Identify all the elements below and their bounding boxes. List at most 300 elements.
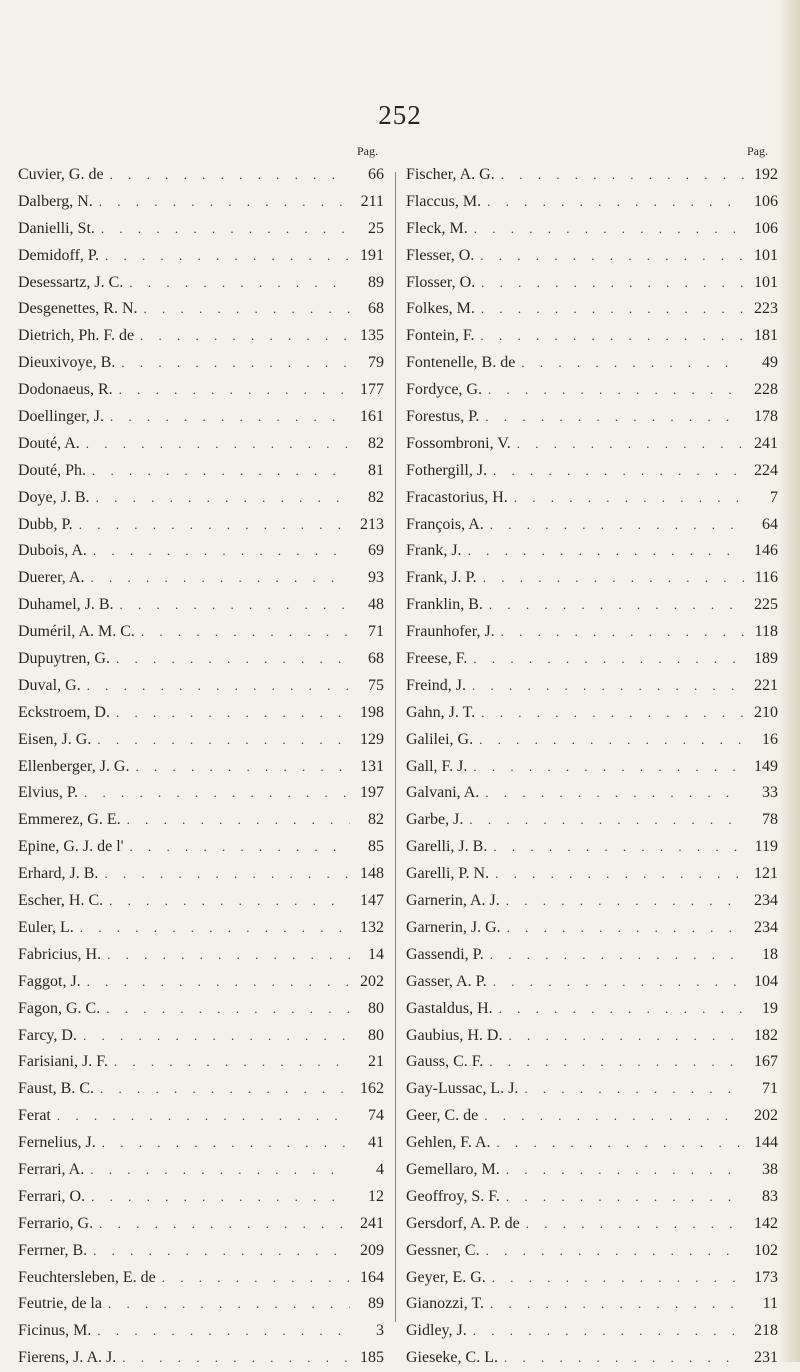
dot-leader [475, 323, 744, 350]
entry-page: 167 [754, 1053, 778, 1071]
entry-page: 82 [368, 811, 384, 829]
entry-page: 89 [368, 1295, 384, 1313]
dot-leader [502, 1023, 744, 1050]
entry-name: Frank, J. [406, 542, 462, 560]
entry-page: 202 [754, 1107, 778, 1125]
entry-page: 64 [762, 515, 778, 533]
entry-name: Duméril, A. M. C. [18, 623, 135, 641]
entry-page: 49 [762, 354, 778, 372]
dot-leader [495, 619, 744, 646]
dot-leader [156, 1265, 350, 1292]
entry-page: 211 [360, 192, 384, 210]
index-entry [18, 942, 384, 969]
entry-name: Gasser, A. P. [406, 972, 487, 990]
index-entry [18, 861, 384, 888]
entry-name: Gaubius, H. D. [406, 1026, 503, 1044]
dot-leader [94, 1076, 350, 1103]
entry-name: Erhard, J. B. [18, 865, 99, 883]
entry-page: 162 [360, 1080, 384, 1098]
index-entry [18, 485, 384, 512]
entry-page: 80 [368, 999, 384, 1017]
entry-name: Desgenettes, R. N. [18, 300, 138, 318]
index-entry [18, 1130, 384, 1157]
entry-name: Geer, C. de [406, 1107, 479, 1125]
page-edge [778, 0, 800, 1362]
entry-name: Garnerin, A. J. [406, 892, 500, 910]
right-index-column [406, 140, 778, 1372]
index-entry [406, 619, 778, 646]
entry-page: 161 [360, 408, 384, 426]
dot-leader [467, 1318, 744, 1345]
dot-leader [501, 915, 744, 942]
dot-leader [99, 243, 350, 270]
entry-page: 25 [368, 219, 384, 237]
index-entry [406, 243, 778, 270]
index-entry [406, 1103, 778, 1130]
entry-name: Ferrner, B. [18, 1241, 88, 1259]
dot-leader [474, 243, 744, 270]
entry-name: Fabricius, H. [18, 945, 102, 963]
entry-name: Geoffroy, S. F. [406, 1187, 500, 1205]
index-entry [18, 323, 384, 350]
dot-leader [484, 942, 744, 969]
entry-name: Douté, A. [18, 434, 80, 452]
index-entry [406, 969, 778, 996]
index-entry [406, 512, 778, 539]
entry-name: Fordyce, G. [406, 381, 482, 399]
dot-leader [93, 1211, 350, 1238]
entry-name: Fontenelle, B. de [406, 354, 516, 372]
entry-page: 41 [368, 1134, 384, 1152]
dot-leader [93, 189, 350, 216]
index-entry [18, 243, 384, 270]
dot-leader [498, 1345, 744, 1372]
index-entry [18, 565, 384, 592]
entry-page: 16 [762, 730, 778, 748]
entry-name: Feuchtersleben, E. de [18, 1268, 156, 1286]
entry-page: 210 [754, 703, 778, 721]
index-entry [406, 458, 778, 485]
dot-leader [475, 296, 744, 323]
dot-leader [473, 727, 744, 754]
index-entry [18, 888, 384, 915]
dot-leader [515, 350, 744, 377]
dot-leader [114, 592, 350, 619]
entry-name: Fierens, J. A. J. [18, 1349, 117, 1367]
entry-page: 178 [754, 408, 778, 426]
index-entry [18, 1291, 384, 1318]
dot-leader [487, 834, 744, 861]
entry-name: Gay-Lussac, L. J. [406, 1080, 519, 1098]
entry-page: 241 [360, 1214, 384, 1232]
entry-page: 48 [368, 596, 384, 614]
dot-leader [500, 1184, 744, 1211]
index-entry [18, 807, 384, 834]
entry-name: Fossombroni, V. [406, 434, 511, 452]
entry-page: 221 [754, 676, 778, 694]
entry-name: Emmerez, G. E. [18, 811, 121, 829]
index-entry [406, 296, 778, 323]
index-entry [18, 458, 384, 485]
entry-page: 18 [762, 945, 778, 963]
dot-leader [101, 942, 350, 969]
index-entry [406, 1076, 778, 1103]
index-entry [18, 1238, 384, 1265]
entry-name: Gemellaro, M. [406, 1160, 500, 1178]
entry-page: 147 [360, 892, 384, 910]
entry-name: Flosser, O. [406, 273, 476, 291]
entry-name: Gessner, C. [406, 1241, 480, 1259]
entry-name: Galilei, G. [406, 730, 474, 748]
entry-name: Doye, J. B. [18, 488, 90, 506]
entry-name: Eckstroem, D. [18, 703, 110, 721]
index-entry [406, 565, 778, 592]
column-divider [395, 172, 396, 1322]
entry-name: Dubb, P. [18, 515, 73, 533]
index-entry [18, 700, 384, 727]
entry-page: 81 [368, 461, 384, 479]
entry-name: Dieuxivoye, B. [18, 354, 116, 372]
index-entry [406, 915, 778, 942]
entry-page: 71 [368, 623, 384, 641]
entry-page: 19 [762, 999, 778, 1017]
index-entry [406, 350, 778, 377]
index-entry [18, 1318, 384, 1345]
index-entry [18, 780, 384, 807]
index-entry [18, 512, 384, 539]
dot-leader [129, 754, 350, 781]
entry-name: Frank, J. P. [406, 569, 477, 587]
index-entry [406, 673, 778, 700]
entry-name: Faggot, J. [18, 972, 81, 990]
entry-name: Fontein, F. [406, 327, 475, 345]
entry-page: 218 [754, 1322, 778, 1340]
index-entry [406, 888, 778, 915]
index-entry [406, 485, 778, 512]
dot-leader [486, 1265, 744, 1292]
entry-page: 192 [754, 166, 778, 183]
index-entry [406, 727, 778, 754]
entry-page: 234 [754, 918, 778, 936]
index-entry [18, 646, 384, 673]
dot-leader [511, 431, 744, 458]
entry-page: 102 [754, 1241, 778, 1259]
entry-name: Danielli, St. [18, 219, 95, 237]
entry-name: Gersdorf, A. P. de [406, 1214, 520, 1232]
index-entry [18, 216, 384, 243]
index-entry [18, 189, 384, 216]
dot-leader [121, 807, 350, 834]
entry-page: 79 [368, 354, 384, 372]
index-entry [18, 404, 384, 431]
dot-leader [110, 646, 350, 673]
dot-leader [487, 458, 744, 485]
dot-leader [80, 431, 350, 458]
entry-page: 21 [368, 1053, 384, 1071]
entry-name: Ferrari, A. [18, 1160, 85, 1178]
entry-page: 80 [368, 1026, 384, 1044]
dot-leader [479, 780, 744, 807]
index-entry [406, 861, 778, 888]
entry-name: Ferrari, O. [18, 1187, 86, 1205]
entry-page: 74 [368, 1107, 384, 1125]
dot-leader [104, 162, 350, 189]
dot-leader [78, 780, 350, 807]
dot-leader [110, 700, 350, 727]
dot-leader [518, 1076, 744, 1103]
entry-page: 197 [360, 784, 384, 802]
entry-name: Doellinger, J. [18, 408, 105, 426]
index-entry [18, 377, 384, 404]
index-entry [18, 619, 384, 646]
dot-leader [86, 458, 350, 485]
index-entry [18, 834, 384, 861]
dot-leader [116, 1345, 350, 1372]
index-entry [406, 807, 778, 834]
entry-name: Dietrich, Ph. F. de [18, 327, 135, 345]
index-entry [18, 1103, 384, 1130]
dot-leader [95, 216, 350, 243]
entry-page: 83 [762, 1187, 778, 1205]
entry-page: 101 [754, 273, 778, 291]
entry-page: 234 [754, 892, 778, 910]
entry-name: Gehlen, F. A. [406, 1134, 491, 1152]
entry-name: Gassendi, P. [406, 945, 484, 963]
dot-leader [113, 377, 350, 404]
entry-name: Ellenberger, J. G. [18, 757, 130, 775]
entry-name: Folkes, M. [406, 300, 475, 318]
entry-name: Franklin, B. [406, 596, 483, 614]
entry-page: 209 [360, 1241, 384, 1259]
entry-name: Garelli, P. N. [406, 865, 490, 883]
entry-page: 142 [754, 1214, 778, 1232]
entry-page: 225 [754, 596, 778, 614]
entry-name: Gianozzi, T. [406, 1295, 485, 1313]
entry-name: Duerer, A. [18, 569, 85, 587]
index-entry [18, 350, 384, 377]
dot-leader [91, 1318, 350, 1345]
entry-page: 82 [368, 488, 384, 506]
entry-name: Fraunhofer, J. [406, 623, 495, 641]
dot-leader [475, 270, 744, 297]
dot-leader [478, 1103, 744, 1130]
index-entry [18, 969, 384, 996]
entry-page: 213 [360, 515, 384, 533]
entry-page: 118 [754, 623, 778, 641]
index-entry [18, 592, 384, 619]
dot-leader [475, 700, 744, 727]
entry-page: 149 [754, 757, 778, 775]
index-entry [18, 1184, 384, 1211]
entry-name: Desessartz, J. C. [18, 273, 124, 291]
index-entry [406, 404, 778, 431]
entry-name: Farcy, D. [18, 1026, 77, 1044]
entry-page: 71 [762, 1080, 778, 1098]
index-entry [18, 1157, 384, 1184]
entry-name: Fagon, G. C. [18, 999, 101, 1017]
entry-name: Freese, F. [406, 650, 468, 668]
entry-name: Gieseke, C. L. [406, 1349, 498, 1367]
entry-page: 66 [368, 166, 384, 183]
entry-page: 3 [376, 1322, 384, 1340]
entry-page: 121 [754, 865, 778, 883]
index-entry [406, 646, 778, 673]
dot-leader [104, 404, 350, 431]
entry-page: 119 [754, 838, 778, 856]
page-number: 252 [378, 100, 422, 130]
entry-name: Ferrario, G. [18, 1214, 94, 1232]
entry-page: 106 [754, 219, 778, 237]
entry-page: 68 [368, 650, 384, 668]
index-entry [18, 1076, 384, 1103]
entry-name: Garnerin, J. G. [406, 918, 501, 936]
entry-name: François, A. [406, 515, 484, 533]
index-entry [406, 1157, 778, 1184]
index-entry [18, 1345, 384, 1372]
dot-leader [138, 296, 350, 323]
entry-page: 144 [754, 1134, 778, 1152]
index-entry [18, 296, 384, 323]
index-entry [18, 162, 384, 189]
entry-name: Gastaldus, H. [406, 999, 493, 1017]
entry-page: 173 [754, 1268, 778, 1286]
index-entry [18, 673, 384, 700]
entry-page: 75 [368, 676, 384, 694]
entry-page: 132 [360, 918, 384, 936]
entry-page: 38 [762, 1160, 778, 1178]
entry-page: 78 [762, 811, 778, 829]
entry-page: 131 [360, 757, 384, 775]
index-entry [406, 189, 778, 216]
entry-name: Flaccus, M. [406, 192, 482, 210]
entry-page: 177 [360, 381, 384, 399]
entry-name: Flesser, O. [406, 246, 475, 264]
index-entry [406, 431, 778, 458]
index-entry [18, 1023, 384, 1050]
index-entry [406, 996, 778, 1023]
dot-leader [500, 888, 744, 915]
index-entry [406, 1184, 778, 1211]
entry-page: 106 [754, 192, 778, 210]
index-entry [406, 1238, 778, 1265]
dot-leader [520, 1211, 744, 1238]
dot-leader [84, 565, 350, 592]
dot-leader [90, 485, 350, 512]
index-entry [406, 323, 778, 350]
entry-name: Fernelius, J. [18, 1134, 96, 1152]
entry-page: 89 [368, 273, 384, 291]
entry-page: 148 [360, 865, 384, 883]
dot-leader [102, 1291, 350, 1318]
dot-leader [108, 1049, 350, 1076]
dot-leader [493, 996, 744, 1023]
entry-name: Euler, L. [18, 918, 74, 936]
dot-leader [484, 1291, 744, 1318]
index-entry [406, 216, 778, 243]
index-entry [406, 1211, 778, 1238]
entry-name: Ferat [18, 1107, 51, 1125]
index-entry [406, 1345, 778, 1372]
entry-name: Feutrie, de la [18, 1295, 102, 1313]
dot-leader [468, 216, 744, 243]
dot-leader [487, 969, 744, 996]
entry-name: Demidoff, P. [18, 246, 100, 264]
index-entry [406, 592, 778, 619]
index-entry [18, 431, 384, 458]
dot-leader [134, 323, 350, 350]
entry-name: Geyer, E. G. [406, 1268, 486, 1286]
index-entry [406, 1318, 778, 1345]
index-entry [18, 996, 384, 1023]
pag-label-right: Pag. [747, 144, 768, 158]
dot-leader [87, 538, 350, 565]
entry-name: Fischer, A. G. [406, 166, 495, 183]
entry-name: Duhamel, J. B. [18, 596, 114, 614]
dot-leader [482, 377, 744, 404]
entry-page: 104 [754, 972, 778, 990]
entry-page: 68 [368, 300, 384, 318]
dot-leader [489, 861, 744, 888]
entry-name: Forestus, P. [406, 408, 480, 426]
entry-name: Duval, G. [18, 676, 81, 694]
entry-page: 12 [368, 1187, 384, 1205]
entry-name: Gahn, J. T. [406, 703, 476, 721]
entry-page: 164 [360, 1268, 384, 1286]
index-entry [406, 162, 778, 189]
dot-leader [491, 1130, 745, 1157]
entry-name: Fleck, M. [406, 219, 468, 237]
entry-page: 33 [762, 784, 778, 802]
entry-name: Cuvier, G. de [18, 166, 104, 183]
entry-page: 93 [368, 569, 384, 587]
index-entry [406, 1265, 778, 1292]
entry-page: 85 [368, 838, 384, 856]
entry-name: Dodonaeus, R. [18, 381, 113, 399]
index-entry [406, 942, 778, 969]
entry-name: Dupuytren, G. [18, 650, 110, 668]
dot-leader [96, 1130, 350, 1157]
dot-leader [81, 673, 350, 700]
dot-leader [124, 834, 350, 861]
dot-leader [135, 619, 350, 646]
entry-name: Escher, H. C. [18, 892, 104, 910]
index-entry [18, 1265, 384, 1292]
dot-leader [98, 861, 350, 888]
dot-leader [84, 1157, 350, 1184]
entry-name: Faust, B. C. [18, 1080, 95, 1098]
index-entry [18, 270, 384, 297]
index-entry [18, 1049, 384, 1076]
entry-page: 223 [754, 300, 778, 318]
entry-name: Farisiani, J. F. [18, 1053, 108, 1071]
entry-name: Garelli, J. B. [406, 838, 488, 856]
dot-leader [466, 673, 744, 700]
entry-name: Gall, F. J. [406, 757, 468, 775]
dot-leader [480, 1238, 744, 1265]
index-entry [406, 1130, 778, 1157]
index-entry [406, 780, 778, 807]
entry-page: 198 [360, 703, 384, 721]
dot-leader [483, 592, 744, 619]
dot-leader [508, 485, 744, 512]
index-entry [406, 538, 778, 565]
entry-page: 14 [368, 945, 384, 963]
index-entry [406, 754, 778, 781]
entry-name: Freind, J. [406, 676, 466, 694]
entry-page: 7 [770, 488, 778, 506]
entry-page: 185 [360, 1349, 384, 1367]
entry-page: 241 [754, 434, 778, 452]
